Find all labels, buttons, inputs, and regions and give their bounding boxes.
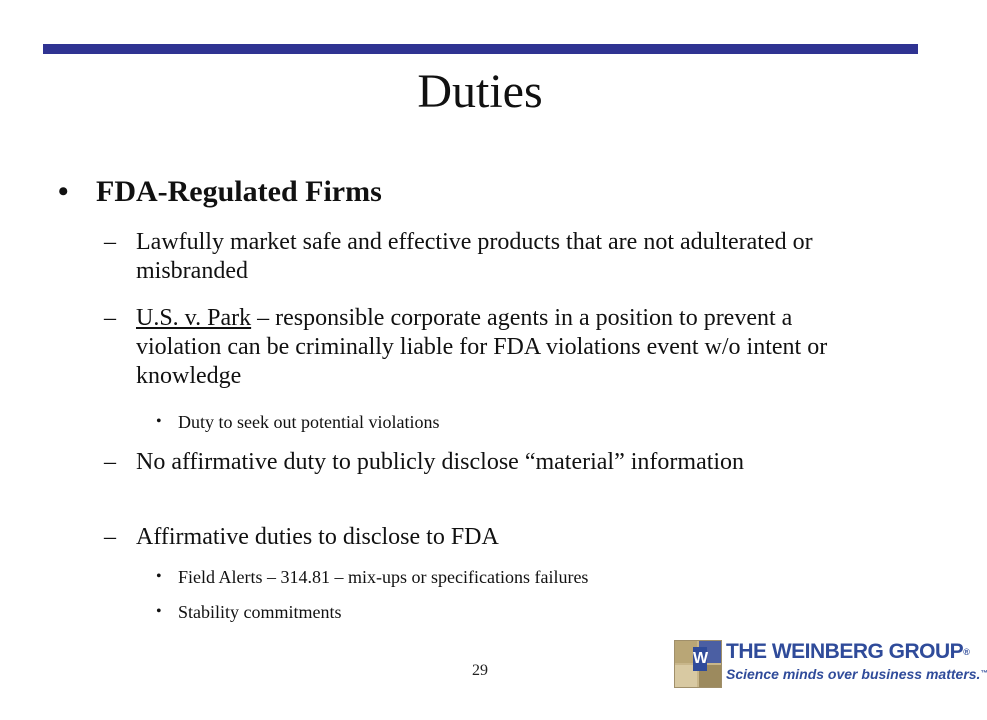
slide-title: Duties xyxy=(417,65,543,118)
logo-letter: W xyxy=(693,647,707,671)
sub-bullet-text xyxy=(136,304,851,391)
dash-marker: – xyxy=(104,229,116,255)
bullet-marker: • xyxy=(58,175,69,208)
page-number: 29 xyxy=(472,662,488,679)
logo-name: THE WEINBERG GROUP® xyxy=(726,640,970,663)
sub-sub-bullet-text: Field Alerts – 314.81 – mix-ups or specifications failures xyxy=(178,567,589,587)
dash-marker: – xyxy=(104,524,116,550)
small-bullet-marker: • xyxy=(156,568,162,585)
case-name: U.S. v. Park xyxy=(136,305,252,331)
sub-sub-bullet-text: Stability commitments xyxy=(178,602,342,622)
logo-emblem-icon xyxy=(674,640,722,688)
company-logo xyxy=(674,640,987,690)
sub-bullet-text: No affirmative duty to publicly disclose “material” information xyxy=(136,449,745,475)
small-bullet-marker: • xyxy=(156,603,162,620)
sub-bullet-text: Lawfully market safe and effective products that are not adulterated or misbranded xyxy=(136,229,813,284)
dash-marker: – xyxy=(104,449,116,475)
case-description: – responsible corporate agents in a position to prevent a violation can be criminally liable for FDA violations event w/o intent or knowledge xyxy=(136,305,828,389)
bullet-text: FDA-Regulated Firms xyxy=(96,175,382,208)
sub-sub-bullet-text: Duty to seek out potential violations xyxy=(178,412,440,432)
sub-bullet-text: Affirmative duties to disclose to FDA xyxy=(136,524,499,550)
small-bullet-marker: • xyxy=(156,413,162,430)
dash-marker: – xyxy=(104,305,116,331)
logo-tagline: Science minds over business matters.™ xyxy=(726,666,987,682)
